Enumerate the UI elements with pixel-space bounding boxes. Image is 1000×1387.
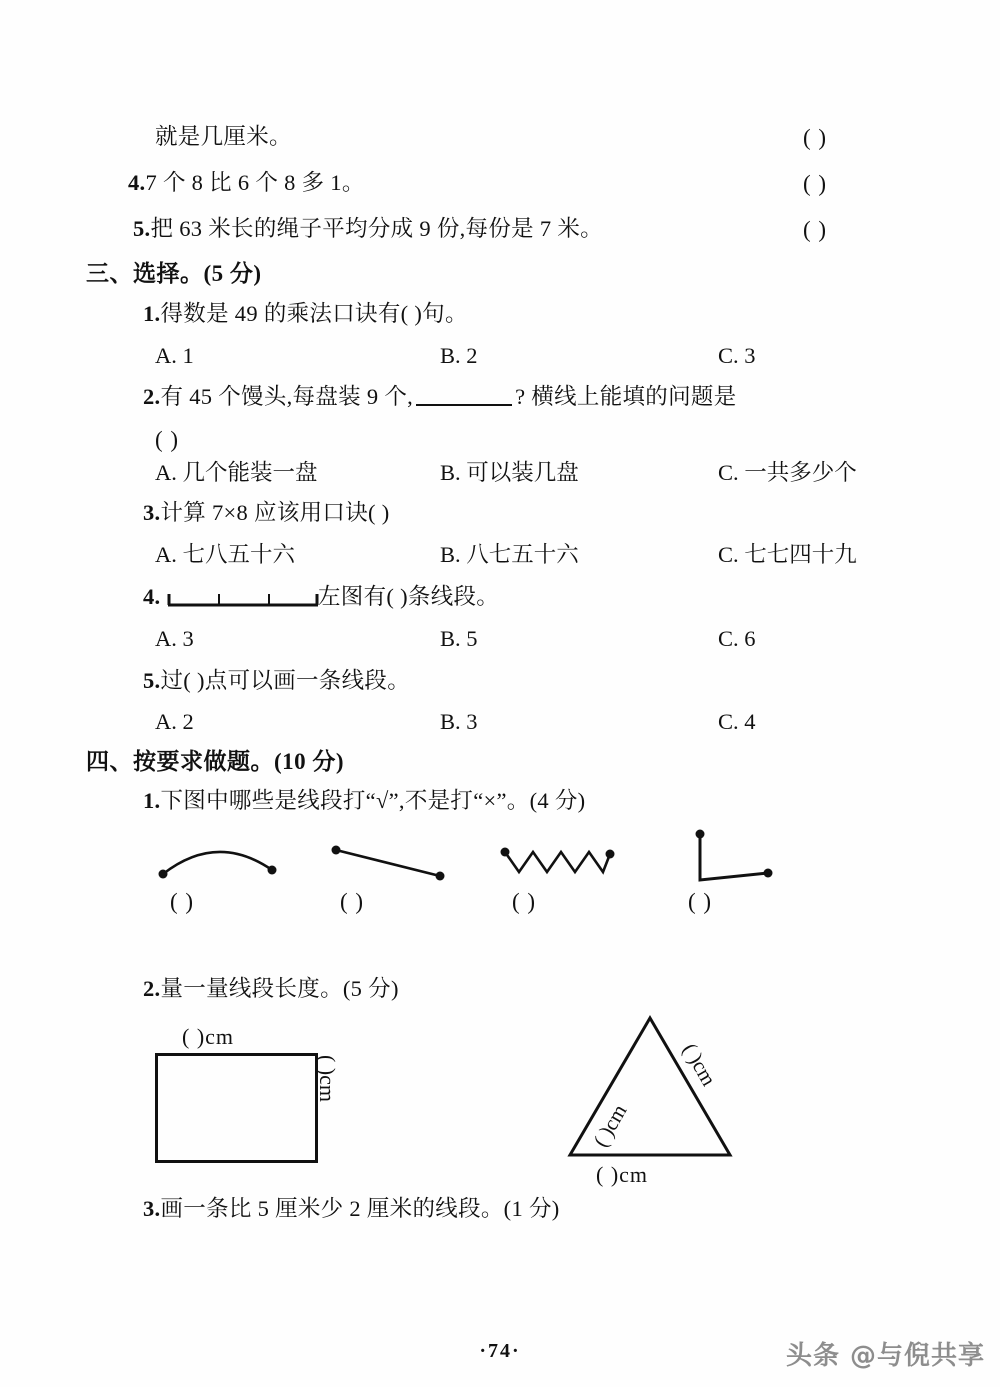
choice-q3-stem: [143, 502, 390, 525]
choice-q2-option-b[interactable]: B. 可以装几盘: [440, 460, 579, 485]
choice-q4-option-a[interactable]: A. 3: [155, 626, 194, 651]
task-q1-answer-paren-1[interactable]: ( ): [340, 889, 365, 914]
task-q1-answer-paren-2[interactable]: ( ): [512, 889, 537, 914]
task-q1-answer-paren-3[interactable]: ( ): [688, 889, 713, 914]
choice-q5-option-a[interactable]: A. 2: [155, 709, 194, 734]
judge-item-4-text: 7 个 8 比 6 个 8 多 1。: [145, 170, 365, 195]
zigzag-line-figure: [500, 840, 625, 885]
judge-item-5: [133, 218, 603, 241]
choice-q4-number: 4.: [143, 584, 161, 609]
judge-item-4: [128, 172, 365, 195]
judge-answer-paren-0[interactable]: ( ): [803, 125, 828, 150]
choice-q3-option-b[interactable]: B. 八七五十六: [440, 542, 579, 567]
choice-q1-number: 1.: [143, 301, 161, 326]
section-three-heading: 三、选择。(5 分): [86, 261, 262, 286]
choice-q4-option-c[interactable]: C. 6: [718, 626, 756, 651]
judge-answer-paren-2[interactable]: ( ): [803, 217, 828, 242]
choice-q2-answer-paren[interactable]: ( ): [155, 427, 180, 452]
page-number: ·74·: [479, 1340, 521, 1362]
choice-q1-stem: [143, 303, 468, 326]
watermark-text: 头条 @与倪共享: [786, 1341, 986, 1371]
bent-line-figure: [690, 828, 800, 893]
choice-q3-option-a[interactable]: A. 七八五十六: [155, 542, 295, 567]
choice-q1-option-c[interactable]: C. 3: [718, 343, 756, 368]
straight-segment-figure: [330, 838, 465, 893]
choice-q3-text: 计算 7×8 应该用口诀( ): [160, 500, 390, 525]
task-q3-text: 画一条比 5 厘米少 2 厘米的线段。(1 分): [160, 1196, 560, 1221]
choice-q5-stem: [143, 670, 410, 693]
choice-q4-number-wrap: [143, 586, 160, 609]
task-q2-text: 量一量线段长度。(5 分): [160, 976, 399, 1001]
rectangle-top-label[interactable]: ( )cm: [182, 1024, 235, 1049]
judge-continuation-text: 就是几厘米。: [155, 124, 292, 149]
choice-q4-text: 左图有( )条线段。: [318, 584, 500, 609]
choice-q3-option-c[interactable]: C. 七七四十九: [718, 542, 857, 567]
choice-q5-text: 过( )点可以画一条线段。: [160, 668, 410, 693]
choice-q2-text-post: ? 横线上能填的问题是: [515, 384, 737, 410]
choice-q4-option-b[interactable]: B. 5: [440, 626, 478, 651]
section-four-heading: 四、按要求做题。(10 分): [86, 749, 345, 774]
triangle-right-label[interactable]: ( )cm: [677, 1039, 722, 1090]
choice-q5-number: 5.: [143, 668, 161, 693]
judge-item-4-number: 4.: [128, 170, 146, 195]
task-q1-text: 下图中哪些是线段打“√”,不是打“×”。(4 分): [160, 788, 586, 813]
task-q1-stem: [143, 790, 585, 813]
choice-q5-option-c[interactable]: C. 4: [718, 709, 756, 734]
choice-q2-number: 2.: [143, 384, 161, 410]
task-q2-stem: [143, 978, 399, 1001]
choice-q2-option-c[interactable]: C. 一共多少个: [718, 460, 857, 485]
choice-q2-text-pre: 有 45 个馒头,每盘装 9 个,: [160, 384, 414, 410]
judge-item-5-number: 5.: [133, 216, 151, 241]
segment-ruler-diagram-icon: [166, 585, 326, 611]
triangle-shape: [555, 1013, 745, 1168]
task-q3-number: 3.: [143, 1196, 161, 1221]
judge-answer-paren-1[interactable]: ( ): [803, 171, 828, 196]
choice-q1-option-a[interactable]: A. 1: [155, 343, 194, 368]
triangle-bottom-label[interactable]: ( )cm: [596, 1162, 649, 1187]
arc-curve-figure: [155, 838, 290, 893]
task-q3-stem: [143, 1198, 560, 1221]
choice-q2-blank-input[interactable]: [416, 385, 512, 406]
task-q1-number: 1.: [143, 788, 161, 813]
choice-q2-option-a[interactable]: A. 几个能装一盘: [155, 460, 318, 485]
rectangle-shape: [155, 1053, 318, 1163]
judge-item-5-text: 把 63 米长的绳子平均分成 9 份,每份是 7 米。: [150, 216, 603, 241]
triangle-left-label[interactable]: ( )cm: [588, 1100, 632, 1151]
choice-q5-option-b[interactable]: B. 3: [440, 709, 478, 734]
choice-q3-number: 3.: [143, 500, 161, 525]
choice-q1-text: 得数是 49 的乘法口诀有( )句。: [160, 301, 468, 326]
task-q2-number: 2.: [143, 976, 161, 1001]
choice-q2-stem: [143, 385, 737, 409]
task-q1-answer-paren-0[interactable]: ( ): [170, 889, 195, 914]
rectangle-right-label[interactable]: ( )cm: [315, 1055, 340, 1103]
choice-q1-option-b[interactable]: B. 2: [440, 343, 478, 368]
